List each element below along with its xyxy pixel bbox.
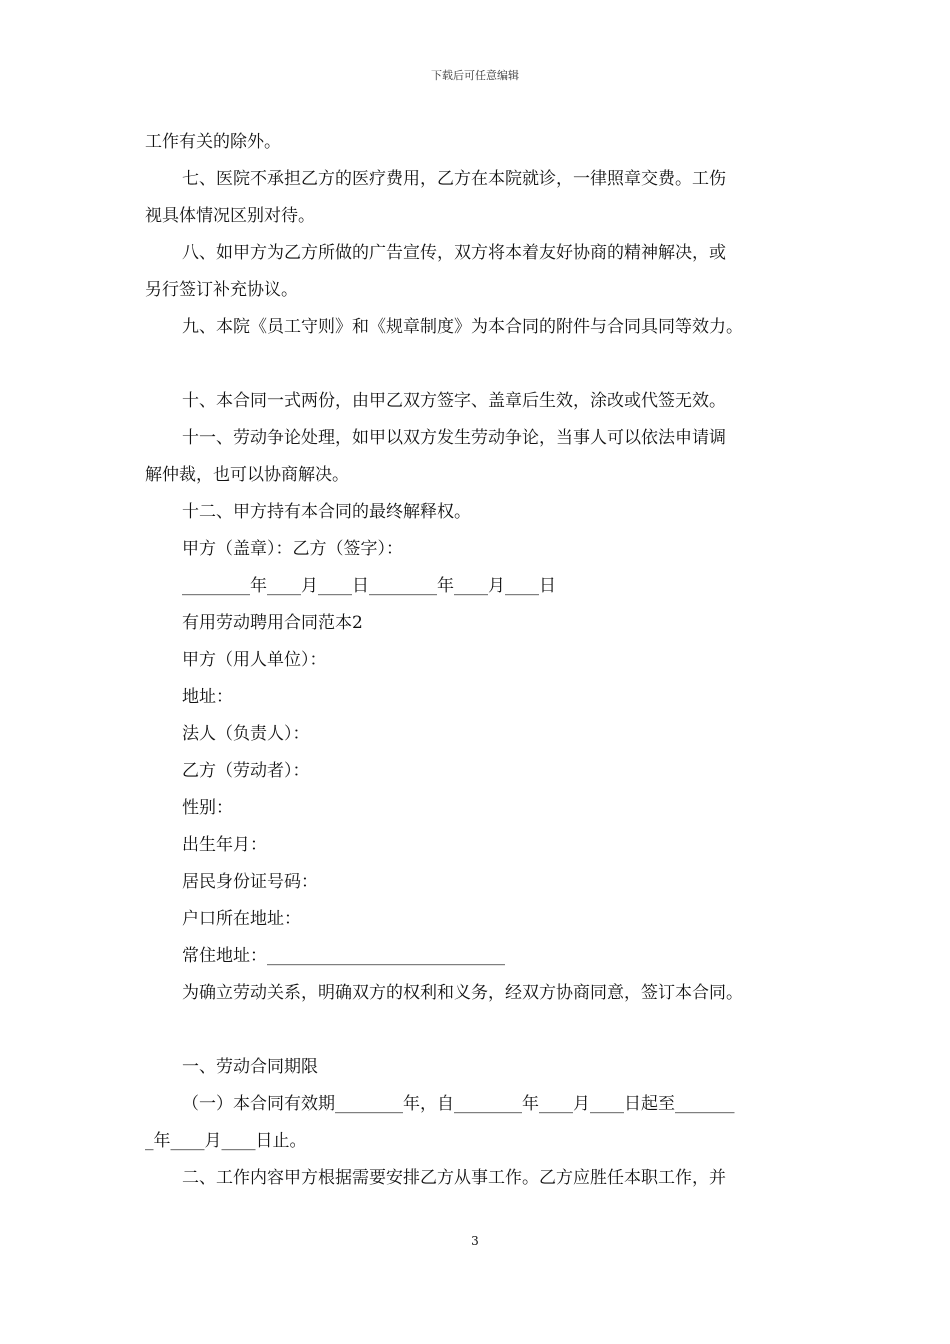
preamble: 为确立劳动关系，明确双方的权利和义务，经双方协商同意，签订本合同。 [182,983,743,1003]
document-body [145,124,810,1197]
clause-nine: 九、本院《员工守则》和《规章制度》为本合同的附件与合同具同等效力。 [182,317,743,337]
paragraph-line: 解仲裁，也可以协商解决。 [145,465,349,485]
clause-twelve: 十二、甲方持有本合同的最终解释权。 [182,502,471,522]
field-household-address: 户口所在地址： [182,909,301,929]
term-validity-line: （一）本合同有效期________年，自________年____月____日起至_______ [182,1094,735,1114]
blank-line [145,346,810,383]
field-id-number: 居民身份证号码： [182,872,318,892]
heading-work-content: 二、工作内容甲方根据需要安排乙方从事工作。乙方应胜任本职工作，并 [182,1168,726,1188]
field-employer: 甲方（用人单位）： [182,650,327,670]
field-birth-date: 出生年月： [182,835,267,855]
signature-line: 甲方（盖章）：乙方（签字）： [182,539,403,559]
section-title: 有用劳动聘用合同范本2 [182,613,363,633]
clause-eleven: 十一、劳动争论处理，如甲以双方发生劳动争论，当事人可以依法申请调 [182,428,726,448]
paragraph-line: _年____月____日止。 [145,1131,307,1151]
page-number: 3 [471,1234,479,1248]
paragraph-line: 工作有关的除外。 [145,132,281,152]
heading-contract-term: 一、劳动合同期限 [182,1057,318,1077]
clause-seven: 七、医院不承担乙方的医疗费用，乙方在本院就诊，一律照章交费。工伤 [182,169,726,189]
paragraph-line: 视具体情况区别对待。 [145,206,315,226]
field-legal-person: 法人（负责人）： [182,724,310,744]
paragraph-line: 另行签订补充协议。 [145,280,298,300]
clause-eight: 八、如甲方为乙方所做的广告宣传，双方将本着友好协商的精神解决，或 [182,243,726,263]
field-residence-address: 常住地址：____________________________ [182,946,505,966]
date-line: ________年____月____日________年____月____日 [182,576,556,596]
clause-ten: 十、本合同一式两份，由甲乙双方签字、盖章后生效，涂改或代签无效。 [182,391,726,411]
page-header: 下载后可任意编辑 [431,69,519,82]
field-employee: 乙方（劳动者）： [182,761,310,781]
field-address: 地址： [182,687,233,707]
blank-line [145,1012,810,1049]
field-gender: 性别： [182,798,233,818]
